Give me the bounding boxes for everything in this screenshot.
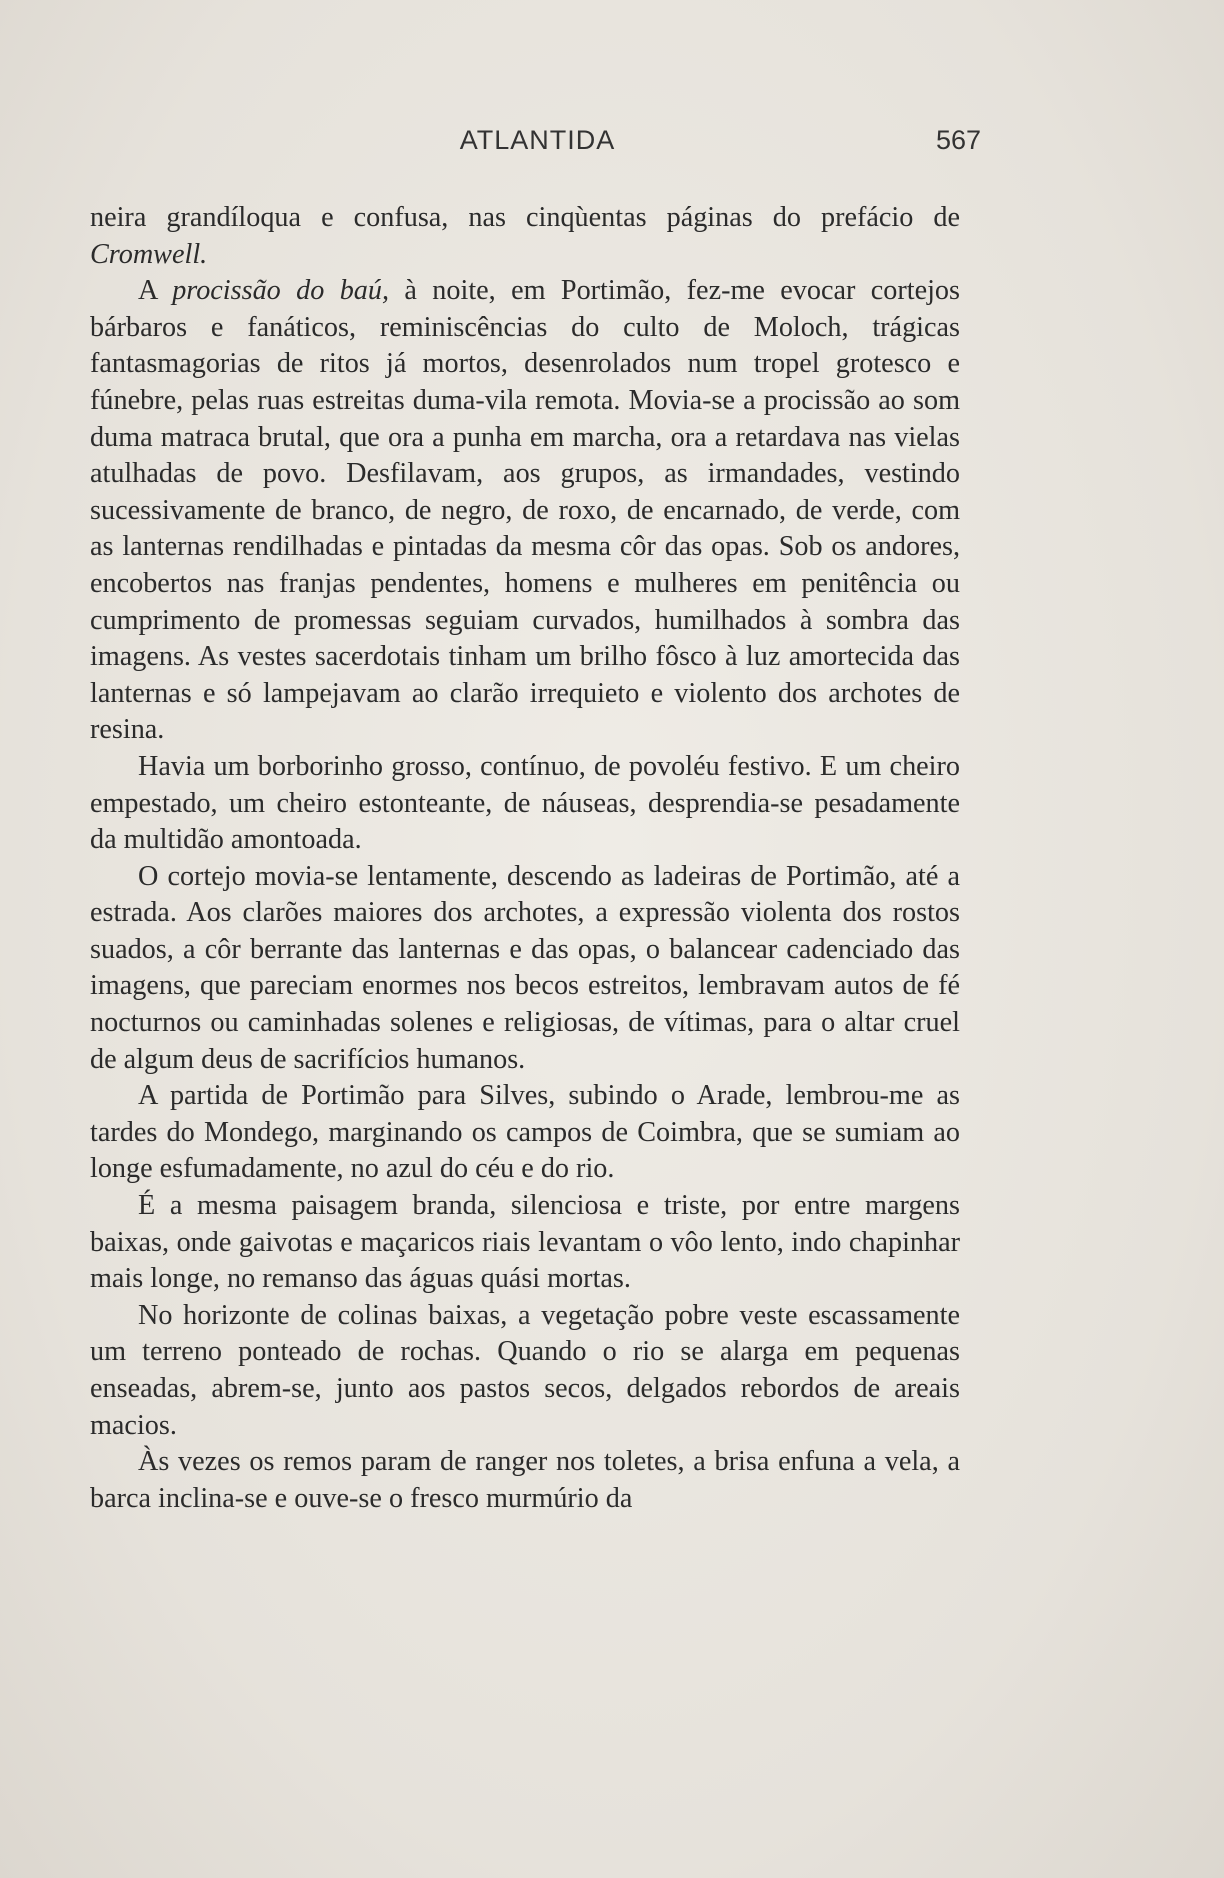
paragraph-text: à noite, em Portimão, fez-me evocar cortejos bárbaros e fanáticos, reminiscências do culto de Moloch, trágicas fantasmagorias de ritos já mortos, desenrolados num tropel grotesco e fúnebre, pelas ruas estreitas duma-vila remota. Movia-se a procissão ao som duma matraca brutal, que ora a punha em marcha, ora a retardava nas vielas atulhadas de povo. Desfilavam, aos grupos, as irmandades, vestindo sucessivamente de branco, de negro, de roxo, de encarnado, de verde, com as lanternas rendilhadas e pintadas da mesma côr das opas. Sob os andores, encobertos nas franjas pendentes, homens e mulheres em penitência ou cumprimento de promessas seguiam curvados, humilhados à sombra das imagens. As vestes sacerdotais tinham um brilho fôsco à luz amortecida das lanternas e só lampejavam ao clarão irrequieto e violento dos archotes de resina. (90, 275, 960, 746)
body-text (90, 200, 960, 1517)
italic-text: procissão do baú, (172, 275, 390, 307)
paragraph-text: A partida de Portimão para Silves, subindo o Arade, lembrou-me as tardes do Mondego, marginando os campos de Coimbra, que se sumiam ao longe esfumadamente, no azul do céu e do rio. (90, 1080, 960, 1185)
paragraph (90, 1298, 960, 1444)
paragraph (90, 749, 960, 859)
paragraph-text: Havia um borborinho grosso, contínuo, de povoléu festivo. E um cheiro empestado, um cheiro estonteante, de náuseas, desprendia-se pesadamente da multidão amontoada. (90, 750, 960, 856)
paragraph (90, 200, 960, 273)
paragraph (90, 1188, 960, 1298)
italic-text: Cromwell. (90, 238, 208, 270)
paragraph-text: neira grandíloqua e confusa, nas cinqùentas páginas do prefácio de (90, 202, 960, 233)
paragraph (90, 273, 960, 749)
paragraph-text: Às vezes os remos param de ranger nos toletes, a brisa enfuna a vela, a barca inclina-se e ouve-se o fresco murmúrio da (90, 1446, 960, 1514)
paragraph-text: É a mesma paisagem branda, silenciosa e triste, por entre margens baixas, onde gaivotas e maçaricos riais levantam o vôo lento, indo chapinhar mais longe, no remanso das águas quási mortas. (90, 1190, 960, 1295)
paragraph-text: No horizonte de colinas baixas, a vegetação pobre veste escassamente um terreno ponteado de rochas. Quando o rio se alarga em pequenas enseadas, abrem-se, junto aos pastos secos, delgados rebordos de areais macios. (90, 1299, 960, 1441)
paragraph (90, 1078, 960, 1188)
paragraph-text: O cortejo movia-se lentamente, descendo as ladeiras de Portimão, até a estrada. Aos clarões maiores dos archotes, a expressão violenta dos rostos suados, a côr berrante das lanternas e das opas, o balancear cadenciado das imagens, que pareciam enormes nos becos estreitos, lembravam autos de fé nocturnos ou caminhadas solenes e religiosas, de vítimas, para o altar cruel de algum deus de sacrifícios humanos. (90, 860, 960, 1075)
paragraph (90, 1444, 960, 1517)
running-title: ATLANTIDA (459, 125, 616, 155)
page-header (90, 125, 985, 165)
paragraph-text: A (138, 275, 173, 307)
page-number: 567 (935, 125, 981, 155)
paragraph (90, 859, 960, 1079)
